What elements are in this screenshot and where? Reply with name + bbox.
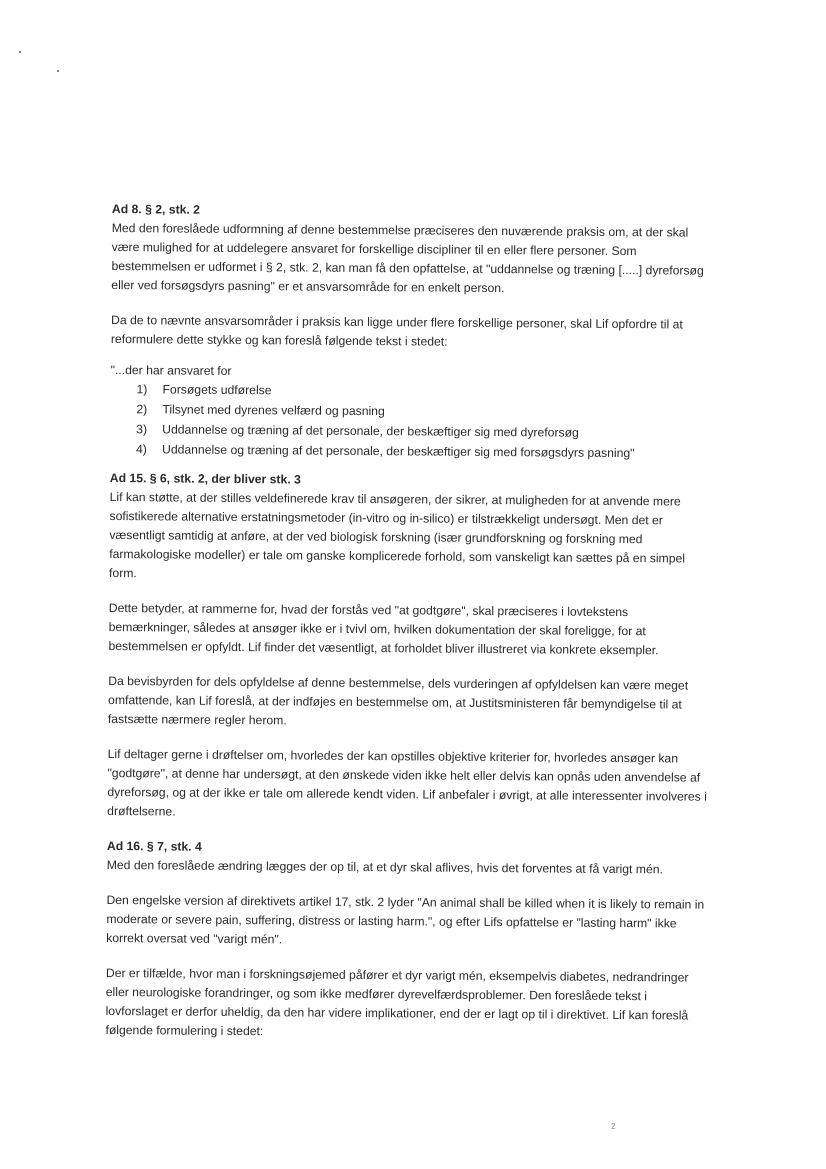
quote-intro: "...der har ansvaret for <box>110 362 232 378</box>
scan-speck <box>57 70 59 72</box>
list-text: Forsøgets udførelse <box>162 382 272 398</box>
list-text: Tilsynet med dyrenes velfærd og pasning <box>162 402 385 419</box>
paragraph: Lif kan støtte, at der stilles veldefinerede krav til ansøgeren, der sikrer, at muligheden for at anvende mere sofistikerede alternative erstatningsmetoder (in-vitro og in-silico) er tilstrækkeligt undersøgt. Men det er væsentligt samtidig at anføre, at der ved biologisk forskning (især grundforskning og forskning med farmakologiske modeller) er tale om ganske komplicerede forhold, som vanskeligt kan sættes på en simpel form. <box>109 489 686 581</box>
list-item <box>136 440 710 464</box>
paragraph: Dette betyder, at rammerne for, hvad der forstås ved "at godtgøre", skal præciseres i lovtekstens bemærkninger, således at ansøger ikke er i tvivl om, hvilken dokumentation der skal foreligge, for at bestemmelsen er opfyldt. Lif finder det væsentligt, at forholdet bliver illustreret via konkrete eksempler. <box>108 600 659 658</box>
list-number: 1) <box>136 382 148 397</box>
section-heading: Ad 16. § 7, stk. 4 <box>106 838 202 854</box>
list-text: Uddannelse og træning af det personale, der beskæftiger sig med dyreforsøg <box>162 422 579 440</box>
scan-speck <box>19 51 21 53</box>
paragraph: Med den foreslåede ændring lægges der op til, at et dyr skal aflives, hvis det forventes at få varigt mén. <box>106 857 664 877</box>
list-number: 4) <box>135 442 147 457</box>
list-number: 3) <box>136 422 148 437</box>
page-number: 2 <box>611 1122 616 1131</box>
paragraph: Da de to nævnte ansvarsområder i praksis kan ligge under flere forskellige personer, skal Lif opfordre til at reformulere dette stykke og kan foreslå følgende tekst i stedet: <box>110 312 683 349</box>
paragraph: Da bevisbyrden for dels opfyldelse af denne bestemmelse, dels vurderingen af opfyldelsen kan være meget omfattende, kan Lif foreslå, at der indføjes en bestemmelse om, at Justitsministeren får bemyndigelse til at fastsætte nærmere regler herom. <box>107 673 689 728</box>
section-ad-16 <box>105 837 707 1045</box>
list-number: 2) <box>136 402 148 417</box>
paragraph: Der er tilfælde, hvor man i forskningsøjemed påfører et dyr varigt mén, eksempelvis diabetes, nedrandringer eller neurologiske forandringer, og som ikke medfører dyrevelfærdsproblemer. Den foreslåede tekst i lovforslaget er derfor uheldig, da den har videre implikationer, end der er lagt op til i direktivet. Lif kan foreslå følgende formulering i stedet: <box>105 965 689 1039</box>
paragraph: Lif deltager gerne i drøftelser om, hvorledes der kan opstilles objektive kriterier for, hvorledes ansøger kan "godtgøre", at denne har undersøgt, at den ønskede viden ikke helt eller delvis kan opnås uden anvendelse af dyreforsøg, og at der ikke er tale om allerede kendt viden. Lif anbefaler i øvrigt, at alle interessenter involveres i drøftelserne. <box>107 746 707 819</box>
section-heading: Ad 8. § 2, stk. 2 <box>111 201 201 217</box>
section-ad-15 <box>107 469 710 826</box>
document-body <box>105 200 712 1061</box>
reformulation-list <box>110 380 711 464</box>
section-ad-8 <box>110 200 712 464</box>
paragraph: Den engelske version af direktivets artikel 17, stk. 2 lyder "An animal shall be killed when it is likely to remain in moderate or severe pain, suffering, distress or lasting harm.", og efter Lifs opfattelse er "lasting harm" ikke korrekt oversat ved "varigt mén". <box>106 892 705 947</box>
paragraph: Med den foreslåede udformning af denne bestemmelse præciseres den nuværende praksis om, at der skal være mulighed for at uddelegere ansvaret for forskellige discipliner til en eller flere personer. Som bestemmelsen er udformet i § 2, stk. 2, kan man få den opfattelse, at "uddannelse og træning [.....] dyreforsøg eller ved forsøgsdyrs pasning" er et ansvarsområde for en enkelt person. <box>111 220 704 296</box>
list-text: Uddannelse og træning af det personale, der beskæftiger sig med forsøgsdyrs pasning" <box>161 442 635 461</box>
section-heading: Ad 15. § 6, stk. 2, der bliver stk. 3 <box>109 470 301 487</box>
